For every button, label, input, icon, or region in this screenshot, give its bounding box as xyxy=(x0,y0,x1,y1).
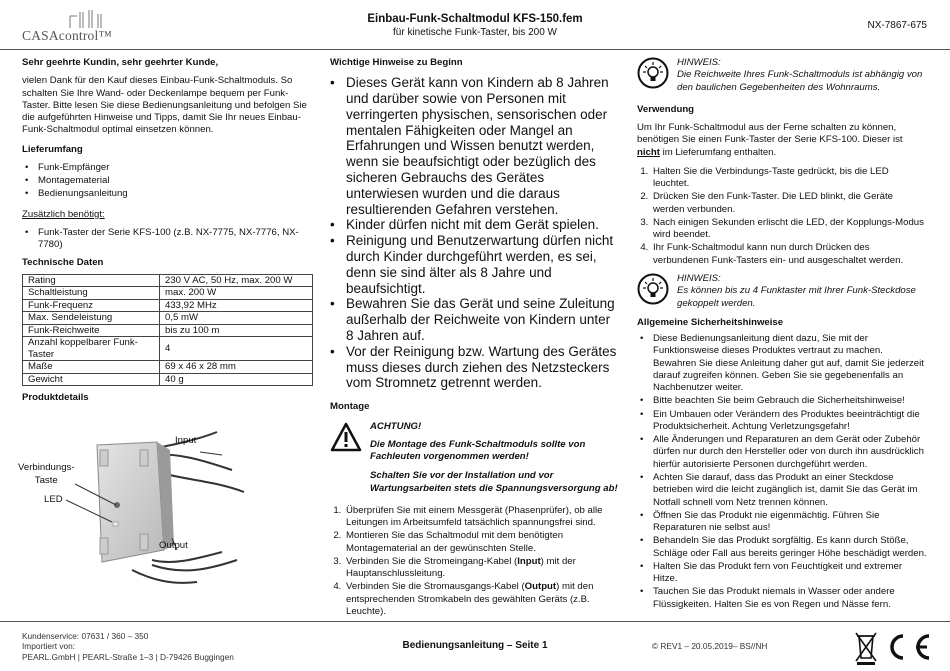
list-item: • Vor der Reinigung bzw. Wartung des Gerätes muss dieses durch ziehen des Netzsteckers vom Stromnetz getrennt werden. xyxy=(330,344,620,391)
note-text: Die Reichweite Ihres Funk-Schaltmoduls ist abhängig von den baulichen Gegebenheiten des Wohnraums. xyxy=(677,69,923,93)
use-text-c: im Lieferumfang enthalten. xyxy=(659,146,777,158)
use-text-a: Um Ihr Funk-Schaltmodul aus der Ferne schalten zu können, benötigen Sie einen Funk-Taster der Serie KFS-100. Dieser ist xyxy=(637,122,903,146)
list-item: • Bewahren Sie das Gerät und seine Zuleitung außerhalb der Reichweite von Kindern unter 8 Jahren auf. xyxy=(330,296,620,343)
label-output: Output xyxy=(159,540,188,552)
use-text-b: nicht xyxy=(637,146,660,158)
table-key: Max. Sendeleistung xyxy=(23,312,160,325)
list-item: 2. Drücken Sie den Funk-Taster. Die LED blinkt, die Geräte werden verbunden. xyxy=(651,191,927,216)
table-row xyxy=(23,287,313,300)
logo-text: CASAcontrol™ xyxy=(22,27,112,43)
table-row xyxy=(23,299,313,312)
table-key: Gewicht xyxy=(23,373,160,386)
table-value: 0,5 mW xyxy=(160,312,313,325)
revision: © REV1 – 20.05.2019– BS//NH xyxy=(652,641,768,651)
warning-text-1: Die Montage des Funk-Schaltmoduls sollte von Fachleuten vorgenommen werden! xyxy=(370,438,586,462)
mount-heading: Montage xyxy=(330,401,370,413)
column-middle xyxy=(330,57,620,624)
importer-address: PEARL.GmbH | PEARL-Straße 1–3 | D-79426 Buggingen xyxy=(22,651,234,662)
column-left xyxy=(18,57,314,590)
label-led: LED xyxy=(44,494,63,506)
greeting: Sehr geehrte Kundin, sehr geehrter Kunde, xyxy=(22,57,219,68)
table-row xyxy=(23,361,313,374)
step-text: Verbinden Sie die Stromeingang-Kabel ( xyxy=(346,555,518,567)
list-item: • Behandeln Sie das Produkt sorgfältig. Es kann durch Stöße, Schläge oder Fall aus bereits geringer Höhe beschädigt werden. xyxy=(637,535,927,560)
list-item: 4. Ihr Funk-Schaltmodul kann nun durch Drücken des verbundenen Funk-Tasters ein- und ausgeschaltet werden. xyxy=(651,242,927,267)
list-item: • Dieses Gerät kann von Kindern ab 8 Jahren und darüber sowie von Personen mit verringerten physischen, sensorischen oder mentalen Fähigkeiten oder Mangel an Erfahrungen und Wissen benutzt werden, wenn sie beaufsichtigt oder bezüglich des sicheren Gebrauchs des Gerätes unterwiesen wurden und die daraus resultierenden Gefahren verstehen. xyxy=(330,75,620,217)
warning-box xyxy=(330,421,620,494)
extra-heading: Zusätzlich benötigt: xyxy=(22,208,105,220)
warning-text-2: Schalten Sie vor der Installation und vor Wartungsarbeiten stets die Spannungsversorgung ab! xyxy=(370,470,618,494)
table-row xyxy=(23,337,313,361)
step-text: ) mit der Hauptanschlussleitung. xyxy=(346,555,576,580)
list-item: 1. Halten Sie die Verbindungs-Taste gedrückt, bis die LED leuchtet. xyxy=(651,166,927,191)
step-bold: Input xyxy=(517,555,541,567)
important-list-wrap xyxy=(330,75,620,391)
list-item: • Achten Sie darauf, dass das Produkt an einer Steckdose betrieben wird die leicht zugänglich ist, damit Sie das Gerät im Notfall schnell vom Netz trennen können. xyxy=(637,472,927,509)
list-item: • Alle Änderungen und Reparaturen an dem Gerät oder Zubehör dürfen nur durch den Hersteller oder von durch ihn ausdrücklich hierfür autorisierte Personen durchgeführt werden. xyxy=(637,434,927,471)
note-text: Es können bis zu 4 Funktaster mit Ihrer Funk-Steckdose gekoppelt werden. xyxy=(677,285,916,309)
note-head: HINWEIS: xyxy=(677,57,721,68)
list-item: 2. Montieren Sie das Schaltmodul mit dem benötigten Montagematerial an der gewünschten Stelle. xyxy=(344,530,620,555)
list-item: • Bedienungsanleitung xyxy=(22,188,314,200)
table-value: 69 x 46 x 28 mm xyxy=(160,361,313,374)
lightbulb-icon xyxy=(637,57,669,89)
use-text xyxy=(637,122,927,159)
table-value: 4 xyxy=(160,337,313,361)
list-item: • Reinigung und Benutzerwartung dürfen nicht durch Kinder durchgeführt werden, es sei, denn sie sind älter als 8 Jahre und beaufsichtigt. xyxy=(330,233,620,296)
table-value: 40 g xyxy=(160,373,313,386)
step-text: Verbinden Sie die Stromausgangs-Kabel ( xyxy=(346,581,525,593)
table-value: max. 200 W xyxy=(160,287,313,300)
list-item: • Halten Sie das Produkt fern von Feuchtigkeit und extremer Hitze. xyxy=(637,561,927,586)
scope-list xyxy=(22,162,314,201)
extra-list xyxy=(22,227,314,252)
important-heading: Wichtige Hinweise zu Beginn xyxy=(330,57,463,68)
list-item: • Öffnen Sie das Produkt nie eigenmächtig. Führen Sie Reparaturen nie selbst aus! xyxy=(637,510,927,535)
column-right xyxy=(637,57,927,617)
table-value: bis zu 100 m xyxy=(160,324,313,337)
step-bold: Output xyxy=(524,581,557,593)
importer-label: Importiert von: xyxy=(22,641,76,652)
table-key: Anzahl koppelbarer Funk-Taster xyxy=(23,337,160,361)
safety-list xyxy=(637,333,927,611)
table-key: Funk-Reichweite xyxy=(23,324,160,337)
weee-ce-mark-icon xyxy=(853,628,933,666)
product-image xyxy=(22,410,314,590)
table-row xyxy=(23,324,313,337)
table-value: 433,92 MHz xyxy=(160,299,313,312)
list-item xyxy=(344,556,620,581)
details-heading: Produktdetails xyxy=(22,392,89,404)
tech-table xyxy=(22,274,313,387)
service-line: Kundenservice: 07631 / 360 – 350 xyxy=(22,631,149,641)
page-header xyxy=(0,0,950,50)
safety-heading: Allgemeine Sicherheitshinweise xyxy=(637,316,784,328)
list-item: • Ein Umbauen oder Verändern des Produktes beeinträchtigt die Produktsicherheit. Achtung Verletzungsgefahr! xyxy=(637,409,927,434)
list-item: • Tauchen Sie das Produkt niemals in Wasser oder andere Flüssigkeiten. Halten Sie es von Regen und Nässe fern. xyxy=(637,586,927,611)
page-label: Bedienungsanleitung – Seite 1 xyxy=(402,640,548,651)
scope-heading: Lieferumfang xyxy=(22,143,83,155)
tech-heading: Technische Daten xyxy=(22,257,104,269)
label-input: Input xyxy=(175,435,197,447)
page-footer xyxy=(0,621,950,671)
table-key: Schaltleistung xyxy=(23,287,160,300)
product-diagram xyxy=(18,410,314,590)
table-value: 230 V AC, 50 Hz, max. 200 W xyxy=(160,274,313,287)
note-box-range xyxy=(637,57,927,94)
list-item: • Funk-Taster der Serie KFS-100 (z.B. NX-7775, NX-7776, NX-7780) xyxy=(22,227,314,252)
list-item: • Diese Bedienungsanleitung dient dazu, Sie mit der Funktionsweise dieses Produktes vertraut zu machen. Bewahren Sie diese Anleitung daher gut auf, damit Sie jederzeit darauf zugreifen können. Geben Sie sie gegebenenfalls an Nachbenutzer weiter. xyxy=(637,333,927,394)
list-item: • Kinder dürfen nicht mit dem Gerät spielen. xyxy=(330,217,620,233)
use-steps xyxy=(651,166,927,267)
list-item: • Funk-Empfänger xyxy=(22,162,314,174)
list-item: 1. Überprüfen Sie mit einem Messgerät (Phasenprüfer), ob alle Leitungen im Arbeitsumfeld tatsächlich spannungsfrei sind. xyxy=(344,505,620,530)
label-connect-button: Verbindungs- Taste xyxy=(18,462,75,486)
warning-triangle-icon xyxy=(330,421,362,453)
list-item: • Montagematerial xyxy=(22,175,314,187)
list-item xyxy=(344,581,620,618)
article-number: NX-7867-675 xyxy=(867,20,927,31)
warning-head: ACHTUNG! xyxy=(370,421,422,433)
important-list xyxy=(330,75,620,391)
document-title: Einbau-Funk-Schaltmodul KFS-150.fem xyxy=(367,13,583,25)
table-key: Rating xyxy=(23,274,160,287)
list-item: • Bitte beachten Sie beim Gebrauch die Sicherheitshinweise! xyxy=(637,395,927,407)
note-box-pairing xyxy=(637,273,927,310)
note-head: HINWEIS: xyxy=(677,272,721,284)
document-subtitle: für kinetische Funk-Taster, bis 200 W xyxy=(393,27,557,38)
table-row xyxy=(23,312,313,325)
lightbulb-icon xyxy=(637,273,669,305)
table-row xyxy=(23,373,313,386)
mount-steps xyxy=(344,505,620,618)
table-row xyxy=(23,274,313,287)
intro-text: vielen Dank für den Kauf dieses Einbau-Funk-Schaltmoduls. So schalten Sie Ihre Wand- oder Deckenlampe bequem per Funk-Taster. Bitte lesen Sie diese Bedienungsanleitung und befolgen Sie die aufgeführten Hinweise und Tipps, damit Sie Ihr neues Einbau-Funk-Schaltmodul optimal einsetzen können. xyxy=(22,75,307,136)
table-key: Funk-Frequenz xyxy=(23,299,160,312)
list-item: 3. Nach einigen Sekunden erlischt die LED, der Kopplungs-Modus wird beendet. xyxy=(651,217,927,242)
step-text: ) mit den entsprechenden Stromkabeln des gewählten Geräts (z.B. Leuchte). xyxy=(346,581,594,617)
use-heading: Verwendung xyxy=(637,103,695,115)
table-key: Maße xyxy=(23,361,160,374)
